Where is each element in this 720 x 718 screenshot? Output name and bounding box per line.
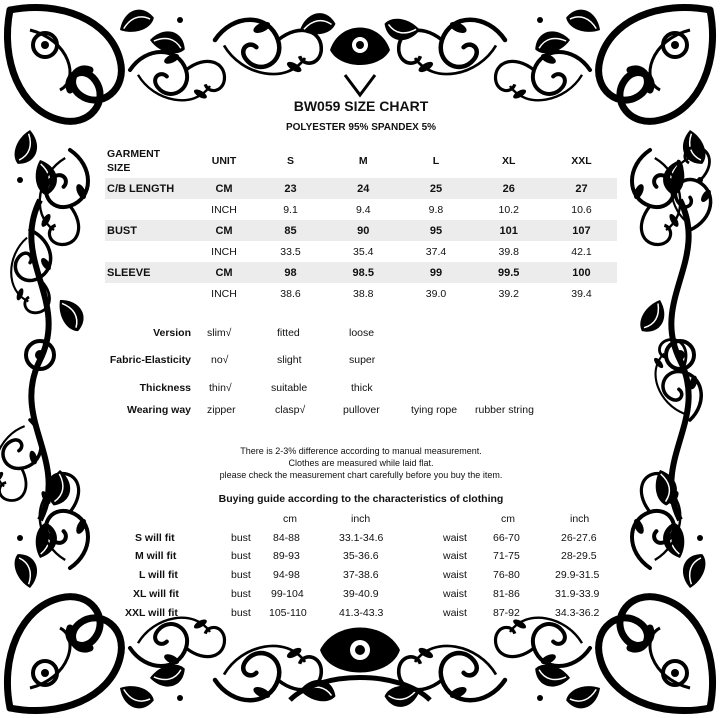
guide-bust-label: bust (231, 607, 251, 619)
guide-header-cm: cm (501, 513, 515, 525)
attr-option: rubber string (475, 404, 534, 416)
cell: 24 (326, 178, 400, 199)
guide-bust-cm: 94-98 (273, 569, 300, 581)
cell: 33.5 (280, 245, 301, 258)
guide-fit: XL will fit (133, 588, 179, 600)
attr-option: super (349, 354, 376, 366)
buying-guide-title: Buying guide according to the characteristics of clothing (218, 493, 504, 505)
guide-waist-label: waist (443, 550, 467, 562)
measurement-notes (105, 445, 617, 481)
attr-label-elasticity: Fabric-Elasticity (109, 354, 191, 366)
table-row (105, 178, 617, 199)
guide-waist-inch: 28-29.5 (561, 550, 597, 562)
guide-bust-cm: 99-104 (271, 588, 304, 600)
guide-waist-cm: 87-92 (493, 607, 520, 619)
guide-bust-inch: 39-40.9 (343, 588, 379, 600)
row-unit: CM (193, 178, 255, 199)
cell: 35.4 (353, 245, 374, 258)
guide-fit: L will fit (139, 569, 178, 581)
cell: 26 (472, 178, 546, 199)
table-row (105, 199, 617, 220)
row-unit: CM (193, 220, 255, 241)
cell: 85 (255, 220, 326, 241)
row-label: SLEEVE (105, 262, 193, 283)
row-unit: INCH (211, 287, 237, 300)
cell: 101 (472, 220, 546, 241)
cell: 107 (546, 220, 617, 241)
header-size-xxl: XXL (571, 155, 592, 167)
cell: 9.8 (428, 203, 444, 216)
attr-option: thick (351, 382, 373, 394)
guide-bust-cm: 84-88 (273, 532, 300, 544)
cell: 9.4 (355, 203, 371, 216)
row-label (105, 283, 193, 304)
header-size: SIZE (107, 162, 131, 174)
chart-title: BW059 SIZE CHART (293, 98, 429, 114)
guide-waist-inch: 34.3-36.2 (555, 607, 600, 619)
header-size-xl: XL (502, 155, 516, 167)
attr-option: slight (277, 354, 302, 366)
cell: 39.4 (571, 287, 592, 300)
cell: 23 (255, 178, 326, 199)
attr-option: fitted (277, 327, 300, 339)
guide-waist-cm: 81-86 (493, 588, 520, 600)
cell: 95 (400, 220, 471, 241)
guide-fit: XXL will fit (125, 607, 178, 619)
cell: 39.0 (425, 287, 447, 300)
cell: 90 (326, 220, 400, 241)
attr-option: tying rope (411, 404, 458, 416)
attr-option: clasp√ (275, 404, 306, 416)
cell: 9.1 (283, 203, 298, 216)
guide-fit: M will fit (135, 550, 177, 562)
guide-bust-inch: 35-36.6 (343, 550, 379, 562)
cell: 27 (546, 178, 617, 199)
row-label (105, 241, 193, 262)
header-garment: GARMENT (107, 148, 161, 160)
attr-option: no√ (211, 354, 229, 366)
guide-bust-label: bust (231, 550, 251, 562)
cell: 38.8 (353, 287, 374, 300)
attr-label-thickness: Thickness (139, 382, 191, 394)
cell: 100 (546, 262, 617, 283)
size-table-header (105, 144, 617, 178)
guide-waist-cm: 66-70 (493, 532, 520, 544)
size-table (105, 144, 617, 304)
guide-waist-label: waist (443, 588, 467, 600)
guide-waist-inch: 31.9-33.9 (555, 588, 600, 600)
guide-waist-inch: 29.9-31.5 (555, 569, 600, 581)
table-row (105, 262, 617, 283)
guide-waist-label: waist (443, 569, 467, 581)
attr-option: loose (349, 327, 375, 339)
header-size-l: L (432, 155, 440, 167)
attr-option: slim√ (207, 327, 232, 339)
cell: 10.6 (571, 203, 592, 216)
guide-bust-cm: 105-110 (269, 607, 307, 619)
cell: 99 (400, 262, 471, 283)
row-label: BUST (105, 220, 193, 241)
row-unit: INCH (211, 203, 237, 216)
attr-option: zipper (207, 404, 236, 416)
cell: 98.5 (326, 262, 400, 283)
guide-waist-cm: 76-80 (493, 569, 520, 581)
cell: 37.4 (425, 245, 447, 258)
table-row (105, 241, 617, 262)
row-label (105, 199, 193, 220)
guide-bust-label: bust (231, 569, 251, 581)
row-label: C/B LENGTH (105, 178, 193, 199)
table-row (105, 220, 617, 241)
cell: 39.8 (498, 245, 519, 258)
guide-header-inch: inch (351, 513, 371, 525)
guide-bust-label: bust (231, 588, 251, 600)
guide-waist-label: waist (443, 532, 467, 544)
guide-waist-inch: 26-27.6 (561, 532, 597, 544)
guide-bust-cm: 89-93 (273, 550, 300, 562)
header-garment-size (105, 144, 193, 178)
fabric-composition: POLYESTER 95% SPANDEX 5% (285, 122, 437, 133)
cell: 10.2 (498, 203, 519, 216)
table-row (105, 283, 617, 304)
cell: 98 (255, 262, 326, 283)
note-line: There is 2-3% difference according to manual measurement. (240, 446, 482, 456)
attr-label-wearing-way: Wearing way (127, 404, 191, 416)
cell: 38.6 (280, 287, 301, 300)
guide-header-inch: inch (570, 513, 590, 525)
header-size-m: M (358, 155, 368, 167)
attr-label-version: Version (153, 327, 191, 339)
row-unit: INCH (211, 245, 237, 258)
cell: 42.1 (571, 245, 592, 258)
note-line: please check the measurement chart carefully before you buy the item. (219, 470, 503, 480)
attr-option: suitable (271, 382, 308, 394)
cell: 39.2 (498, 287, 519, 300)
guide-bust-inch: 41.3-43.3 (339, 607, 384, 619)
guide-waist-cm: 71-75 (493, 550, 520, 562)
header-unit: UNIT (211, 155, 237, 167)
guide-bust-label: bust (231, 532, 251, 544)
attr-option: pullover (343, 404, 380, 416)
row-unit: CM (193, 262, 255, 283)
header-size-s: S (287, 155, 295, 167)
guide-fit: S will fit (135, 532, 175, 544)
cell: 99.5 (472, 262, 546, 283)
guide-bust-inch: 37-38.6 (343, 569, 379, 581)
guide-header-cm: cm (283, 513, 297, 525)
guide-waist-label: waist (443, 607, 467, 619)
note-line: Clothes are measured while laid flat. (288, 458, 434, 468)
attr-option: thin√ (209, 382, 232, 394)
guide-bust-inch: 33.1-34.6 (339, 532, 384, 544)
cell: 25 (400, 178, 471, 199)
